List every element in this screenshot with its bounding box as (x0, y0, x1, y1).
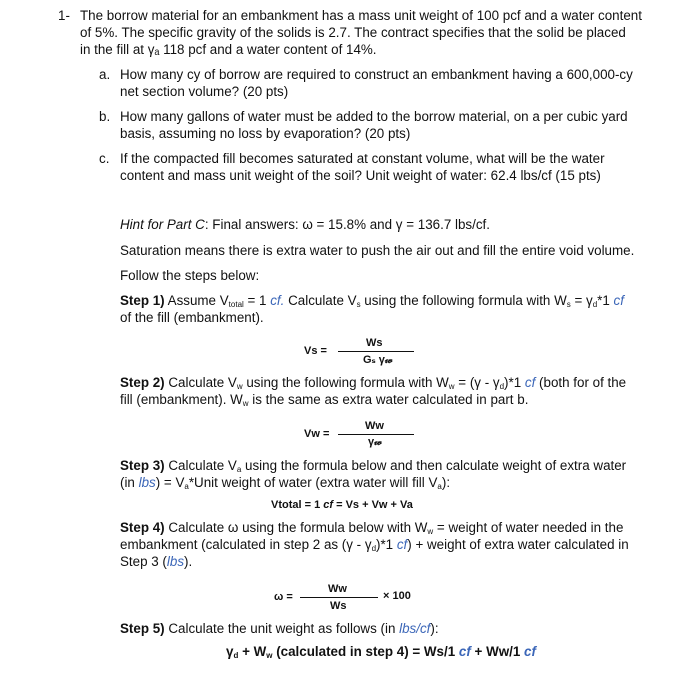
eq1-fraction-bar (338, 351, 414, 352)
step-3-line-2: (in $lbs) = V_a*Unit$ weight of water (extra water will fill $V_a$): (120, 475, 451, 491)
step-2-line-2: fill (embankment). $W_w$ is the same as extra water calculated in part b. (120, 392, 529, 408)
eq4-lhs: ω = (274, 591, 293, 603)
eq2-numerator: Ww (365, 420, 384, 432)
eq2-fraction-bar (338, 434, 414, 435)
eq3-volume-sum: Vtotal = 1 cf = Vs + Vw + Va (271, 499, 413, 511)
part-a-line-2: net section volume? (20 pts) (120, 84, 289, 99)
eq1-numerator: Ws (366, 337, 383, 349)
intro-line-1: The borrow material for an embankment has a mass unit weight of 100 pcf and a water content (80, 8, 642, 23)
eq4-fraction-bar (300, 597, 378, 598)
part-b-line-1: How many gallons of water must be added to the borrow material, on a per cubic yard (120, 109, 628, 124)
eq1-lhs: Vs = (304, 345, 327, 357)
intro-line-2: of 5%. The specific gravity of the solids is 2.7. The contract specifies that the solid be placed (80, 25, 626, 40)
intro-line-3: in the fill at γₐ 118 pcf and a water content of 14%. (80, 42, 377, 57)
step-3-line-1: Step 3) Calculate $V_a$ using the formula below and then calculate weight of extra water (120, 458, 627, 474)
hint-saturation: Saturation means there is extra water to push the air out and fill the entire void volume. (120, 243, 635, 258)
eq4-numerator: Ww (328, 583, 347, 595)
eq4-denominator: Ws (330, 600, 347, 612)
part-b-letter: b. (99, 109, 111, 124)
eq2-denominator: γ𝓌 (368, 436, 382, 448)
problem-number: 1- (58, 8, 70, 23)
step-1-line-1: Step 1) Assume $V_{total} = 1$ cf. Calculate $V_s$ using the following formula with $W_s = \gamma_d*1$ cf (120, 293, 624, 309)
step-4-line-3: Step 3 (lbs). (120, 554, 193, 569)
step-4-line-2: embankment (calculated in step 2 as $(\gamma - \gamma_d)*1$ cf) + weight of extra water calculated in (120, 537, 629, 553)
eq1-denominator: Gₛ γ𝓌 (363, 354, 393, 366)
part-c-line-1: If the compacted fill becomes saturated at constant volume, what will be the water (120, 151, 605, 166)
eq2-lhs: Vw = (304, 428, 330, 440)
part-b-line-2: basis, assuming no loss by evaporation? (20 pts) (120, 126, 411, 141)
part-c-letter: c. (99, 151, 110, 166)
part-a-line-1: How many cy of borrow are required to construct an embankment having a 600,000-cy (120, 67, 633, 82)
eq4-multiplier: × 100 (383, 590, 411, 602)
step-4-line-1: Step 4) Calculate ω using the formula below with $W_w$ = weight of water needed in the (120, 520, 624, 536)
step-2-line-1: Step 2) Calculate $V_w$ using the following formula with $W_w = (\gamma - \gamma_d)*1$ cf (both for of the (120, 375, 627, 391)
step-5-line-1: Step 5) Calculate the unit weight as follows (in lbs/cf): (120, 621, 439, 636)
part-a-letter: a. (99, 67, 111, 82)
part-c-line-2: content and mass unit weight of the soil? Unit weight of water: 62.4 lbs/cf (15 pts) (120, 168, 601, 183)
hint-follow: Follow the steps below: (120, 268, 260, 283)
eq5-unit-weight: $\gamma_d + W_w$ (calculated in step 4) = Ws/1 cf + Ww/1 cf (226, 644, 536, 660)
hint-answers: Hint for Part C: Final answers: ω = 15.8% and γ = 136.7 lbs/cf. (120, 217, 490, 232)
step-1-line-2: of the fill (embankment). (120, 310, 264, 325)
